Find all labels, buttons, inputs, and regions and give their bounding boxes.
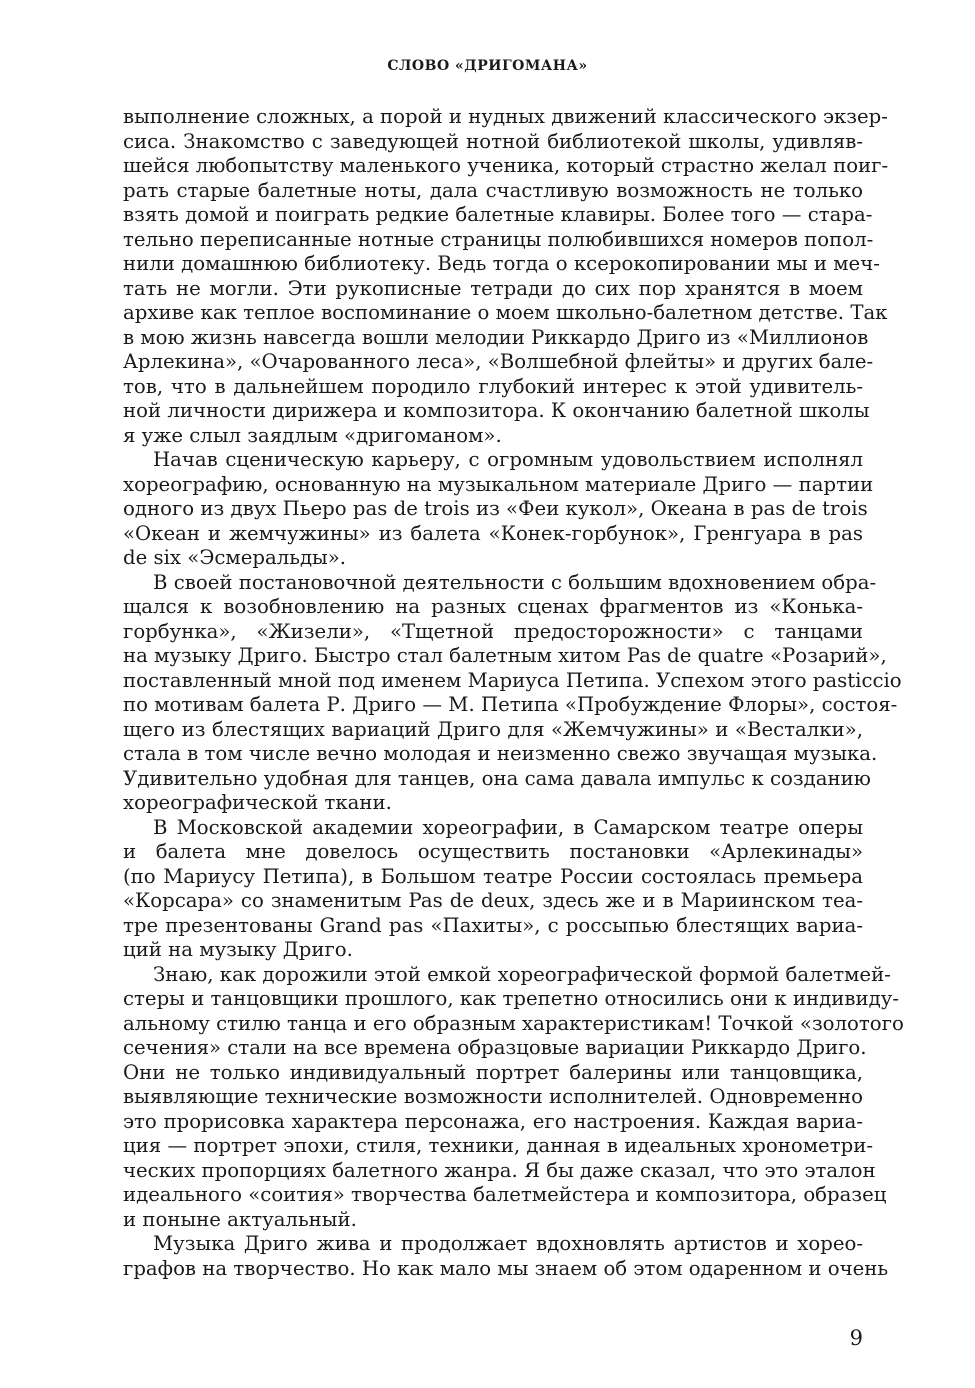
text-line: стеры и танцовщики прошлого, как трепетно относились они к индивиду- — [123, 987, 899, 1010]
text-line: (по Мариусу Петипа), в Большом театре России состоялась премьера — [123, 864, 863, 888]
text-line: Знаю, как дорожили этой емкой хореографической формой балетмей- — [153, 962, 891, 986]
body-text — [123, 105, 904, 1281]
text-line: ной личности дирижера и композитора. К окончанию балетной школы — [123, 399, 870, 422]
paragraph — [123, 105, 889, 448]
text-line: поставленный мной под именем Мариуса Петипа. Успехом этого pasticcio — [123, 668, 902, 692]
text-line: тать не могли. Эти рукописные тетради до сих пор хранятся в моем — [123, 276, 863, 300]
text-line: в мою жизнь навсегда вошли мелодии Риккардо Дриго из «Миллионов — [123, 325, 869, 349]
text-line: ций на музыку Дриго. — [123, 938, 353, 961]
text-line: ция — портрет эпохи, стиля, техники, данная в идеальных хронометри- — [123, 1134, 873, 1157]
text-line: на музыку Дриго. Быстро стал балетным хитом Pas de quatre «Розарий», — [123, 644, 887, 667]
text-line: по мотивам балета Р. Дриго — М. Петипа «Пробуждение Флоры», состоя- — [123, 693, 898, 716]
text-line: взять домой и поиграть редкие балетные клавиры. Более того — стара- — [123, 203, 873, 226]
text-line: я уже слыл заядлым «дригоманом». — [123, 423, 502, 447]
text-line: «Корсара» со знаменитым Pas de deux, здесь же и в Мариинском теа- — [123, 889, 863, 912]
text-line: шейся любопытству маленького ученика, который страстно желал поиг- — [123, 154, 889, 177]
text-line: щего из блестящих вариаций Дриго для «Жемчужины» и «Весталки», — [123, 717, 863, 741]
text-line: Музыка Дриго жива и продолжает вдохновлять артистов и хорео- — [153, 1232, 863, 1255]
text-line: сечения» стали на все времена образцовые вариации Риккардо Дриго. — [123, 1036, 867, 1059]
text-line: альному стилю танца и его образным характеристикам! Точкой «золотого — [123, 1011, 904, 1035]
text-line: de six «Эсмеральды». — [123, 546, 347, 569]
text-line: сиса. Знакомство с заведующей нотной библиотекой школы, удивляв- — [123, 129, 863, 153]
text-line: тов, что в дальнейшем породило глубокий интерес к этой удивитель- — [123, 374, 863, 398]
text-line: В своей постановочной деятельности с большим вдохновением обра- — [153, 570, 877, 594]
text-line: щался к возобновлению на разных сценах фрагментов из «Конька- — [123, 595, 863, 618]
text-line: тельно переписанные нотные страницы полюбившихся номеров попол- — [123, 227, 874, 251]
text-line: Начав сценическую карьеру, с огромным удовольствием исполнял — [153, 448, 863, 471]
paragraph — [123, 570, 902, 816]
text-line: В Московской академии хореографии, в Самарском театре оперы — [153, 815, 863, 839]
text-line: стала в том числе вечно молодая и неизменно свежо звучащая музыка. — [123, 742, 878, 765]
text-line: одного из двух Пьеро pas de trois из «Феи кукол», Океана в pas de trois — [123, 497, 868, 520]
text-line: выполнение сложных, а порой и нудных движений классического экзер- — [123, 105, 888, 128]
text-line: архиве как теплое воспоминание о моем школьно-балетном детстве. Так — [123, 301, 888, 324]
text-line: и балета мне довелось осуществить постановки «Арлекинады» — [123, 840, 863, 863]
paragraph — [123, 1232, 889, 1281]
text-line: и понынe актуальный. — [123, 1207, 357, 1231]
text-line: хореографической ткани. — [123, 791, 392, 814]
text-line: идеального «соития» творчества балетмейстера и композитора, образец — [123, 1183, 887, 1206]
running-head: СЛОВО «ДРИГОМАНА» — [387, 58, 588, 74]
paragraph — [123, 962, 904, 1233]
text-line: хореографию, основанную на музыкальном материале Дриго — партии — [123, 472, 874, 496]
text-line: Арлекина», «Очарованного леса», «Волшебной флейты» и других балe- — [123, 350, 874, 373]
paragraph — [123, 448, 874, 571]
text-line: ческих пропорциях балетного жанра. Я бы даже сказал, что это эталон — [123, 1158, 876, 1182]
text-line: Удивительно удобная для танцев, она сама давала импульс к созданию — [123, 766, 871, 790]
text-line: тре презентованы Grand pas «Пахиты», с россыпью блестящих вариа- — [123, 913, 863, 937]
text-line: горбунка», «Жизели», «Тщетной предосторожности» с танцами — [123, 619, 863, 643]
text-line: это прорисовка характера персонажа, его настроения. Каждая вариа- — [123, 1109, 863, 1133]
page-number: 9 — [849, 1326, 863, 1350]
text-line: «Океан и жемчужины» из балета «Конек-горбунок», Гренгуара в pas — [123, 521, 863, 545]
paragraph — [123, 816, 863, 963]
text-line: графов на творчество. Но как мало мы знаем об этом одаренном и очень — [123, 1256, 889, 1280]
text-line: Они не только индивидуальный портрет балерины или танцовщика, — [123, 1060, 863, 1084]
text-line: выявляющие технические возможности исполнителей. Одновременно — [123, 1085, 863, 1108]
text-line: рать старые балетные ноты, дала счастливую возможность не только — [123, 178, 863, 202]
text-line: нили домашнюю библиотеку. Ведь тогда о ксерокопировании мы и меч- — [123, 252, 880, 275]
